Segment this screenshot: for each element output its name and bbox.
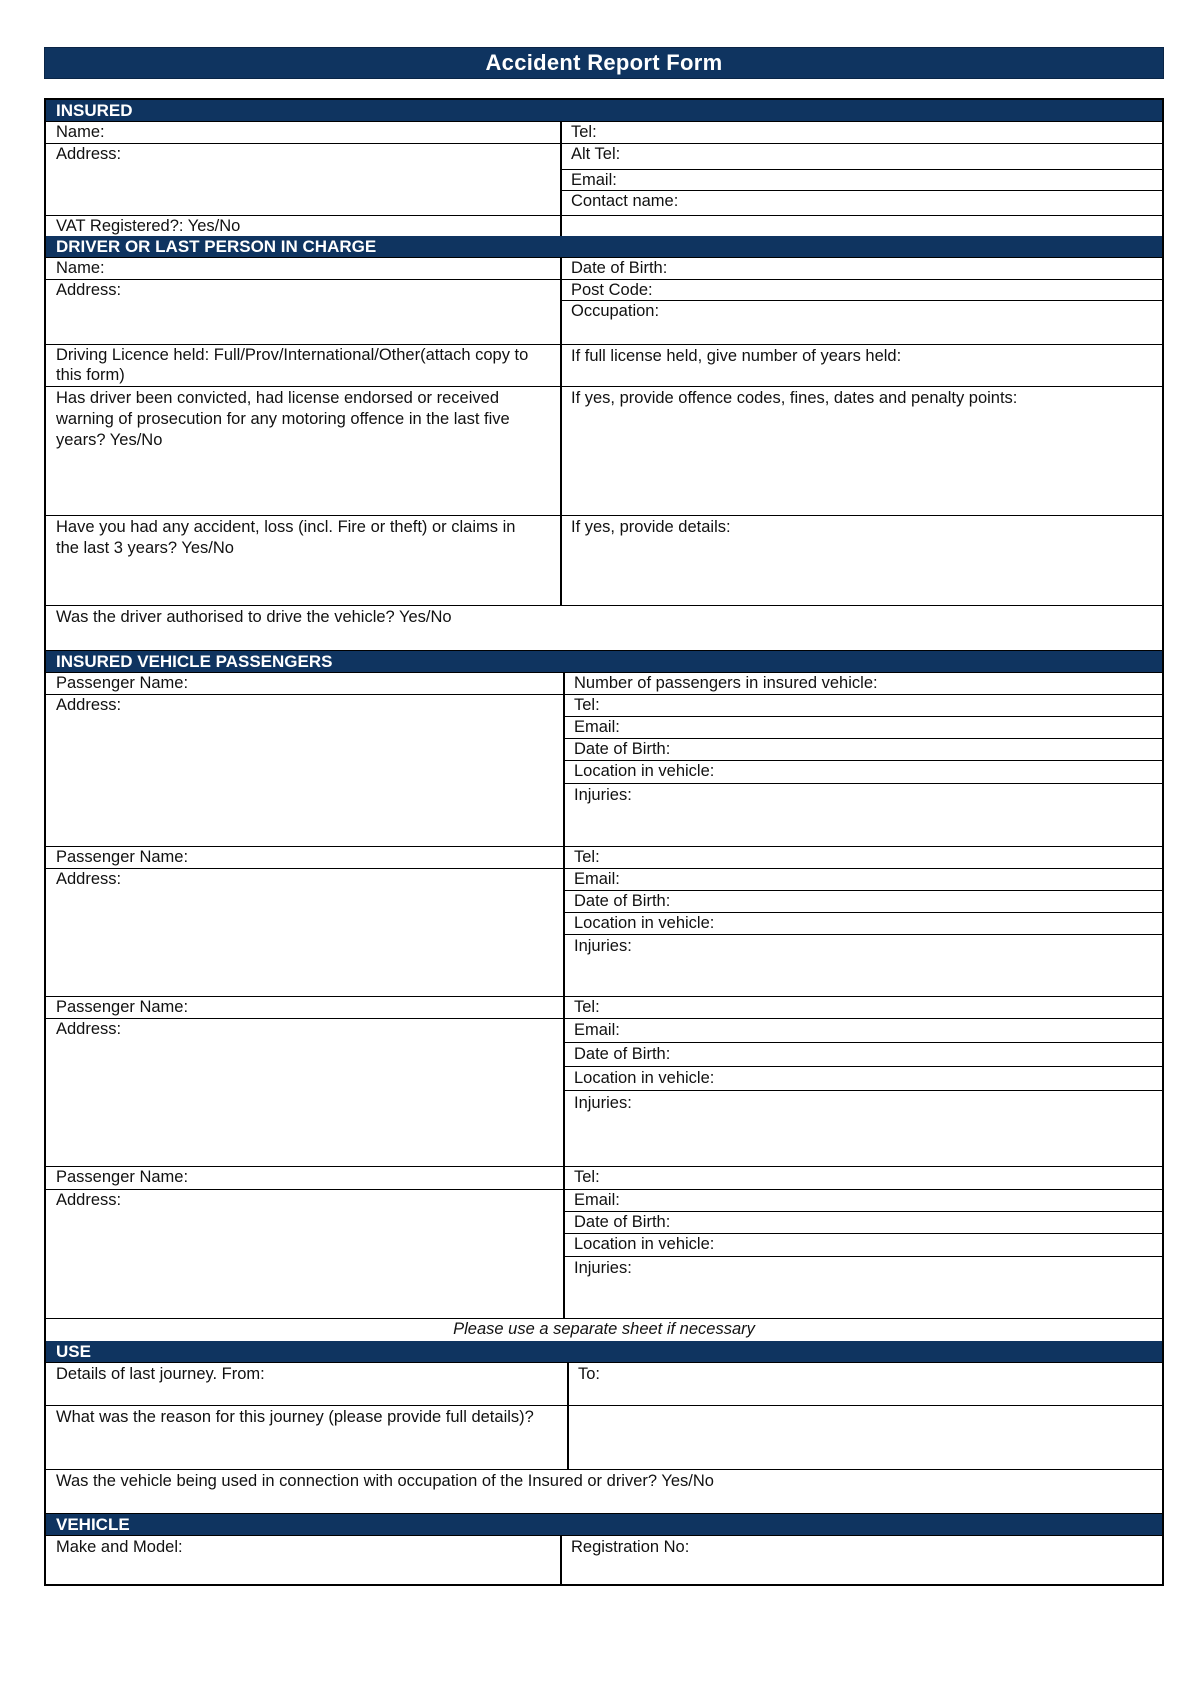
passenger-4-tel-field[interactable]: Tel: [574, 1168, 600, 1186]
divider [46, 121, 1162, 122]
section-header-vehicle: VEHICLE [46, 1514, 1162, 1535]
driver-authorised-field[interactable]: Was the driver authorised to drive the vehicle? Yes/No [56, 608, 452, 626]
passenger-4-name-field[interactable]: Passenger Name: [56, 1168, 189, 1186]
divider [46, 1535, 1162, 1536]
passenger-2-email-field[interactable]: Email: [574, 870, 620, 888]
driver-years-held-field[interactable]: If full license held, give number of years held: [571, 347, 902, 365]
column-divider [560, 1535, 562, 1584]
driver-accidents-field[interactable]: Have you had any accident, loss (incl. Fire or theft) or claims in the last 3 years? Yes/No [56, 518, 516, 557]
passenger-1-location-field[interactable]: Location in vehicle: [574, 762, 715, 780]
passenger-1-tel-field[interactable]: Tel: [574, 696, 600, 714]
separate-sheet-note: Please use a separate sheet if necessary [453, 1320, 755, 1338]
divider [46, 846, 1162, 847]
divider [560, 169, 1162, 170]
column-divider [560, 257, 562, 605]
divider [563, 1066, 1162, 1067]
passenger-3-name-field[interactable]: Passenger Name: [56, 998, 189, 1016]
passenger-count-field[interactable]: Number of passengers in insured vehicle: [574, 674, 878, 692]
passenger-4-address-field[interactable]: Address: [56, 1191, 122, 1209]
driver-convicted-field[interactable]: Has driver been convicted, had license endorsed or received warning of prosecution for any motoring offence in the last five years? Yes/No [56, 389, 510, 449]
make-model-field[interactable]: Make and Model: [56, 1538, 183, 1556]
passenger-1-dob-field[interactable]: Date of Birth: [574, 740, 671, 758]
divider [46, 1362, 1162, 1363]
insured-vat-field[interactable]: VAT Registered?: Yes/No [56, 217, 241, 235]
passenger-2-location-field[interactable]: Location in vehicle: [574, 914, 715, 932]
insured-alt-tel-field[interactable]: Alt Tel: [571, 145, 621, 163]
insured-tel-field[interactable]: Tel: [571, 123, 597, 141]
divider [563, 1090, 1162, 1091]
section-header-driver: DRIVER OR LAST PERSON IN CHARGE [46, 236, 1162, 257]
divider [563, 934, 1162, 935]
passenger-1-address-field[interactable]: Address: [56, 696, 122, 714]
divider [46, 386, 1162, 387]
vehicle-occupation-use-field[interactable]: Was the vehicle being used in connection with occupation of the Insured or driver? Yes/No [56, 1472, 714, 1490]
divider [563, 1256, 1162, 1257]
journey-reason-field[interactable]: What was the reason for this journey (please provide full details)? [56, 1408, 534, 1426]
registration-field[interactable]: Registration No: [571, 1538, 690, 1556]
column-divider [560, 121, 562, 236]
passenger-3-location-field[interactable]: Location in vehicle: [574, 1069, 715, 1087]
driver-occupation-field[interactable]: Occupation: [571, 302, 660, 320]
divider [46, 1469, 1162, 1470]
passenger-2-tel-field[interactable]: Tel: [574, 848, 600, 866]
passenger-1-injuries-field[interactable]: Injuries: [574, 786, 632, 804]
passenger-4-location-field[interactable]: Location in vehicle: [574, 1235, 715, 1253]
accident-report-form [44, 98, 1164, 1586]
passenger-4-email-field[interactable]: Email: [574, 1191, 620, 1209]
divider [46, 1405, 1162, 1406]
column-divider [567, 1362, 569, 1469]
passenger-3-address-field[interactable]: Address: [56, 1020, 122, 1038]
driver-name-field[interactable]: Name: [56, 259, 105, 277]
divider [46, 1166, 1162, 1167]
insured-name-field[interactable]: Name: [56, 123, 105, 141]
passenger-2-dob-field[interactable]: Date of Birth: [574, 892, 671, 910]
passenger-3-dob-field[interactable]: Date of Birth: [574, 1045, 671, 1063]
divider [46, 694, 1162, 695]
divider [46, 515, 1162, 516]
driver-offence-details-field[interactable]: If yes, provide offence codes, fines, dates and penalty points: [571, 389, 1018, 407]
section-header-passengers: INSURED VEHICLE PASSENGERS [46, 651, 1162, 672]
passenger-1-email-field[interactable]: Email: [574, 718, 620, 736]
driver-postcode-field[interactable]: Post Code: [571, 281, 653, 299]
driver-licence-field[interactable]: Driving Licence held: Full/Prov/International/Other(attach copy to this form) [56, 346, 529, 384]
passenger-4-dob-field[interactable]: Date of Birth: [574, 1213, 671, 1231]
insured-email-field[interactable]: Email: [571, 171, 617, 189]
passenger-4-injuries-field[interactable]: Injuries: [574, 1259, 632, 1277]
divider [563, 783, 1162, 784]
driver-accident-details-field[interactable]: If yes, provide details: [571, 518, 731, 536]
driver-address-field[interactable]: Address: [56, 281, 122, 299]
divider [46, 605, 1162, 606]
insured-contact-name-field[interactable]: Contact name: [571, 192, 679, 210]
journey-from-field[interactable]: Details of last journey. From: [56, 1365, 265, 1383]
passenger-1-name-field[interactable]: Passenger Name: [56, 674, 189, 692]
passenger-3-injuries-field[interactable]: Injuries: [574, 1094, 632, 1112]
journey-to-field[interactable]: To: [578, 1365, 601, 1383]
divider [46, 1018, 1162, 1019]
passenger-3-email-field[interactable]: Email: [574, 1021, 620, 1039]
divider [46, 996, 1162, 997]
passenger-2-address-field[interactable]: Address: [56, 870, 122, 888]
driver-dob-field[interactable]: Date of Birth: [571, 259, 668, 277]
section-header-use: USE [46, 1341, 1162, 1362]
passenger-2-injuries-field[interactable]: Injuries: [574, 937, 632, 955]
insured-address-field[interactable]: Address: [56, 145, 122, 163]
passenger-3-tel-field[interactable]: Tel: [574, 998, 600, 1016]
passenger-2-name-field[interactable]: Passenger Name: [56, 848, 189, 866]
section-header-insured: INSURED [46, 100, 1162, 121]
divider [563, 1042, 1162, 1043]
divider [563, 716, 1162, 717]
column-divider [563, 672, 565, 1318]
form-title: Accident Report Form [44, 47, 1164, 79]
